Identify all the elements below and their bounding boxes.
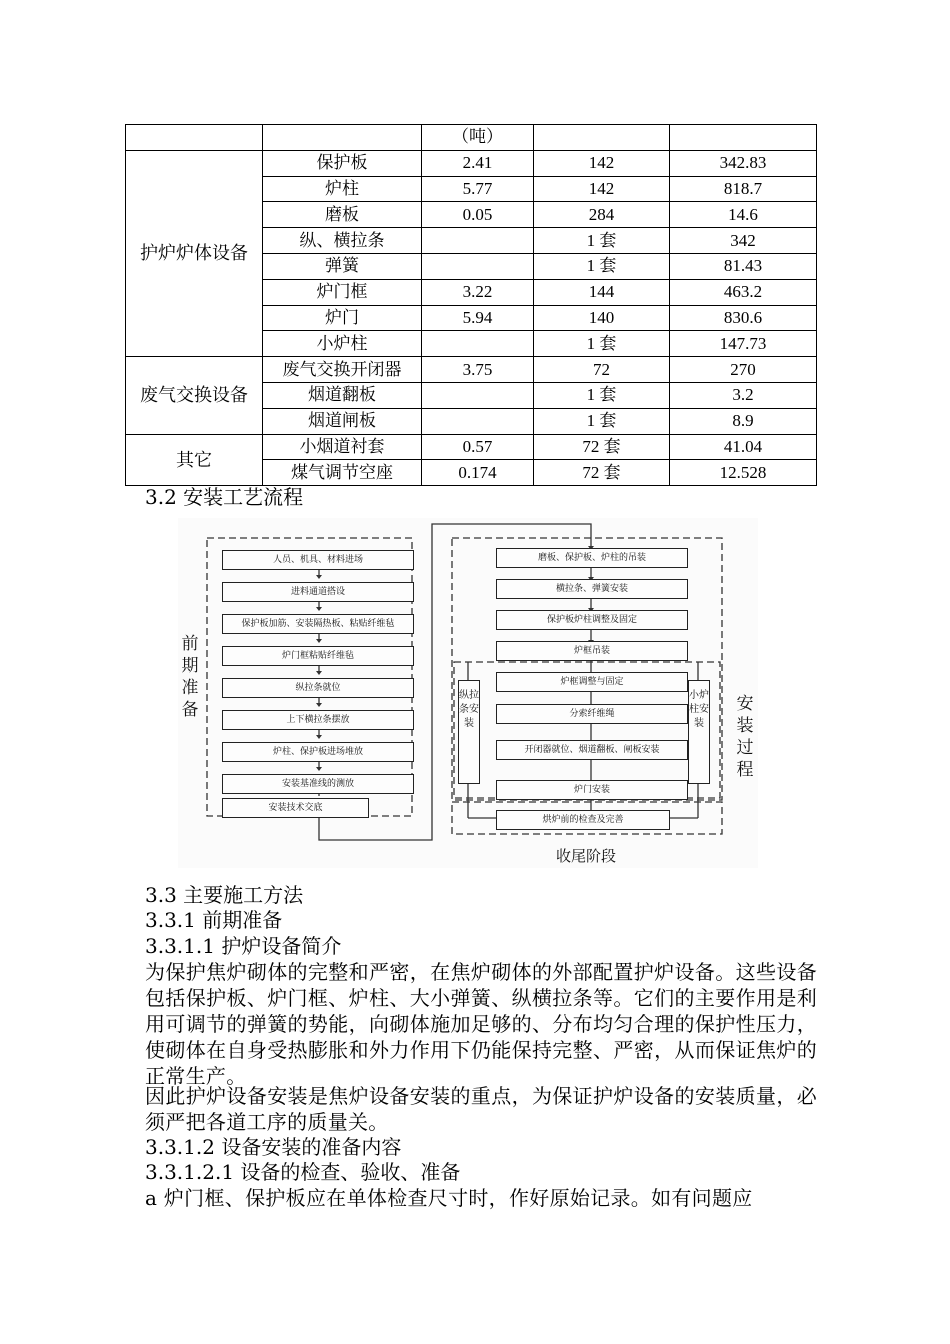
total-weight-cell: 14.6	[670, 202, 817, 228]
flow-step-prep: 安装技术交底	[222, 798, 369, 818]
unit-weight-cell	[422, 253, 534, 279]
flow-step-prep: 保护板加筋、安装隔热板、粘贴纤维毡	[222, 614, 414, 634]
flow-label-install: 安装过程	[736, 694, 754, 780]
table-row	[126, 434, 817, 460]
quantity-cell: 140	[534, 305, 670, 331]
flow-step-prep: 进料通道搭设	[222, 582, 414, 602]
quantity-cell: 1 套	[534, 228, 670, 254]
quantity-cell: 72	[534, 357, 670, 383]
flow-label-prep: 前期准备	[181, 634, 199, 720]
total-weight-cell: 81.43	[670, 253, 817, 279]
flow-step-install: 炉框调整与固定	[496, 672, 688, 692]
table-header-row	[126, 125, 817, 151]
flow-step-prep: 炉门框粘贴纤维毡	[222, 646, 414, 666]
heading-3-3: 3.3 主要施工方法	[145, 883, 304, 907]
item-name-cell: 烟道翻板	[263, 382, 422, 408]
item-name-cell: 炉柱	[263, 176, 422, 202]
item-name-cell: 煤气调节空座	[263, 460, 422, 486]
unit-weight-cell: 0.174	[422, 460, 534, 486]
group-name-cell: 废气交换设备	[126, 357, 263, 434]
flow-step-prep: 安装基准线的测放	[222, 774, 414, 794]
item-name-cell: 弹簧	[263, 253, 422, 279]
table-header-cell	[534, 125, 670, 151]
unit-weight-cell: 5.94	[422, 305, 534, 331]
total-weight-cell: 342	[670, 228, 817, 254]
unit-weight-cell	[422, 408, 534, 434]
flow-side-left: 纵拉条安装	[458, 680, 480, 784]
table-header-cell: （吨）	[422, 125, 534, 151]
item-name-cell: 废气交换开闭器	[263, 357, 422, 383]
flow-step-install: 保护板炉柱调整及固定	[496, 610, 688, 630]
unit-weight-cell	[422, 331, 534, 357]
unit-weight-cell	[422, 228, 534, 254]
quantity-cell: 1 套	[534, 253, 670, 279]
table-header-cell	[263, 125, 422, 151]
quantity-cell: 284	[534, 202, 670, 228]
equipment-table	[125, 124, 817, 486]
total-weight-cell: 3.2	[670, 382, 817, 408]
total-weight-cell: 342.83	[670, 150, 817, 176]
flow-step-final: 烘炉前的检查及完善	[496, 810, 670, 830]
flow-step-prep: 上下横拉条摆放	[222, 710, 414, 730]
installation-flowchart	[178, 518, 758, 868]
flow-step-install: 开闭器就位、烟道翻板、闸板安装	[496, 740, 688, 760]
item-name-cell: 炉门框	[263, 279, 422, 305]
flow-label-finish: 收尾阶段	[556, 847, 617, 865]
total-weight-cell: 830.6	[670, 305, 817, 331]
quantity-cell: 1 套	[534, 331, 670, 357]
total-weight-cell: 147.73	[670, 331, 817, 357]
unit-weight-cell: 3.75	[422, 357, 534, 383]
quantity-cell: 72 套	[534, 460, 670, 486]
total-weight-cell: 818.7	[670, 176, 817, 202]
unit-weight-cell: 0.57	[422, 434, 534, 460]
paragraph-importance: 因此护炉设备安装是焦炉设备安装的重点，为保证护炉设备的安装质量，必须严把各道工序的质量关。	[145, 1084, 817, 1134]
heading-3-3-1: 3.3.1 前期准备	[145, 908, 283, 932]
total-weight-cell: 270	[670, 357, 817, 383]
item-name-cell: 保护板	[263, 150, 422, 176]
quantity-cell: 142	[534, 176, 670, 202]
flow-step-install: 炉框吊装	[496, 641, 688, 661]
flow-step-prep: 炉柱、保护板进场堆放	[222, 742, 414, 762]
item-name-cell: 小炉柱	[263, 331, 422, 357]
unit-weight-cell	[422, 382, 534, 408]
table-header-cell	[126, 125, 263, 151]
total-weight-cell: 8.9	[670, 408, 817, 434]
paragraph-intro: 为保护焦炉砌体的完整和严密，在焦炉砌体的外部配置护炉设备。这些设备包括保护板、炉门框、炉柱、大小弹簧、纵横拉条等。它们的主要作用是利用可调节的弹簧的势能，向砌体施加足够的、分布均匀合理的保护性压力，使砌体在自身受热膨胀和外力作用下仍能保持完整、严密，从而保证焦炉的正常生产。	[145, 960, 817, 1088]
unit-weight-cell: 2.41	[422, 150, 534, 176]
unit-weight-cell: 3.22	[422, 279, 534, 305]
quantity-cell: 1 套	[534, 408, 670, 434]
heading-3-3-1-1: 3.3.1.1 护炉设备简介	[145, 934, 342, 958]
item-name-cell: 烟道闸板	[263, 408, 422, 434]
unit-weight-cell: 0.05	[422, 202, 534, 228]
table-row	[126, 357, 817, 383]
flow-step-install: 分索纤维绳	[496, 704, 688, 724]
quantity-cell: 72 套	[534, 434, 670, 460]
item-name-cell: 纵、横拉条	[263, 228, 422, 254]
total-weight-cell: 463.2	[670, 279, 817, 305]
quantity-cell: 144	[534, 279, 670, 305]
unit-weight-cell: 5.77	[422, 176, 534, 202]
table-row	[126, 150, 817, 176]
heading-3-3-1-2: 3.3.1.2 设备安装的准备内容	[145, 1135, 402, 1159]
quantity-cell: 1 套	[534, 382, 670, 408]
paragraph-item-a: a 炉门框、保护板应在单体检查尺寸时，作好原始记录。如有问题应	[145, 1186, 753, 1210]
heading-3-2: 3.2 安装工艺流程	[145, 485, 304, 509]
item-name-cell: 磨板	[263, 202, 422, 228]
flow-side-right: 小炉柱安装	[688, 680, 710, 784]
flow-step-prep: 人员、机具、材料进场	[222, 550, 414, 570]
group-name-cell: 其它	[126, 434, 263, 486]
table-header-cell	[670, 125, 817, 151]
quantity-cell: 142	[534, 150, 670, 176]
flow-step-prep: 纵拉条就位	[222, 678, 414, 698]
item-name-cell: 小烟道衬套	[263, 434, 422, 460]
flow-step-install: 横拉条、弹簧安装	[496, 579, 688, 599]
flow-step-install: 炉门安装	[496, 780, 688, 800]
item-name-cell: 炉门	[263, 305, 422, 331]
total-weight-cell: 41.04	[670, 434, 817, 460]
flow-step-install: 磨板、保护板、炉柱的吊装	[496, 548, 688, 568]
group-name-cell: 护炉炉体设备	[126, 150, 263, 356]
heading-3-3-1-2-1: 3.3.1.2.1 设备的检查、验收、准备	[145, 1160, 461, 1184]
total-weight-cell: 12.528	[670, 460, 817, 486]
